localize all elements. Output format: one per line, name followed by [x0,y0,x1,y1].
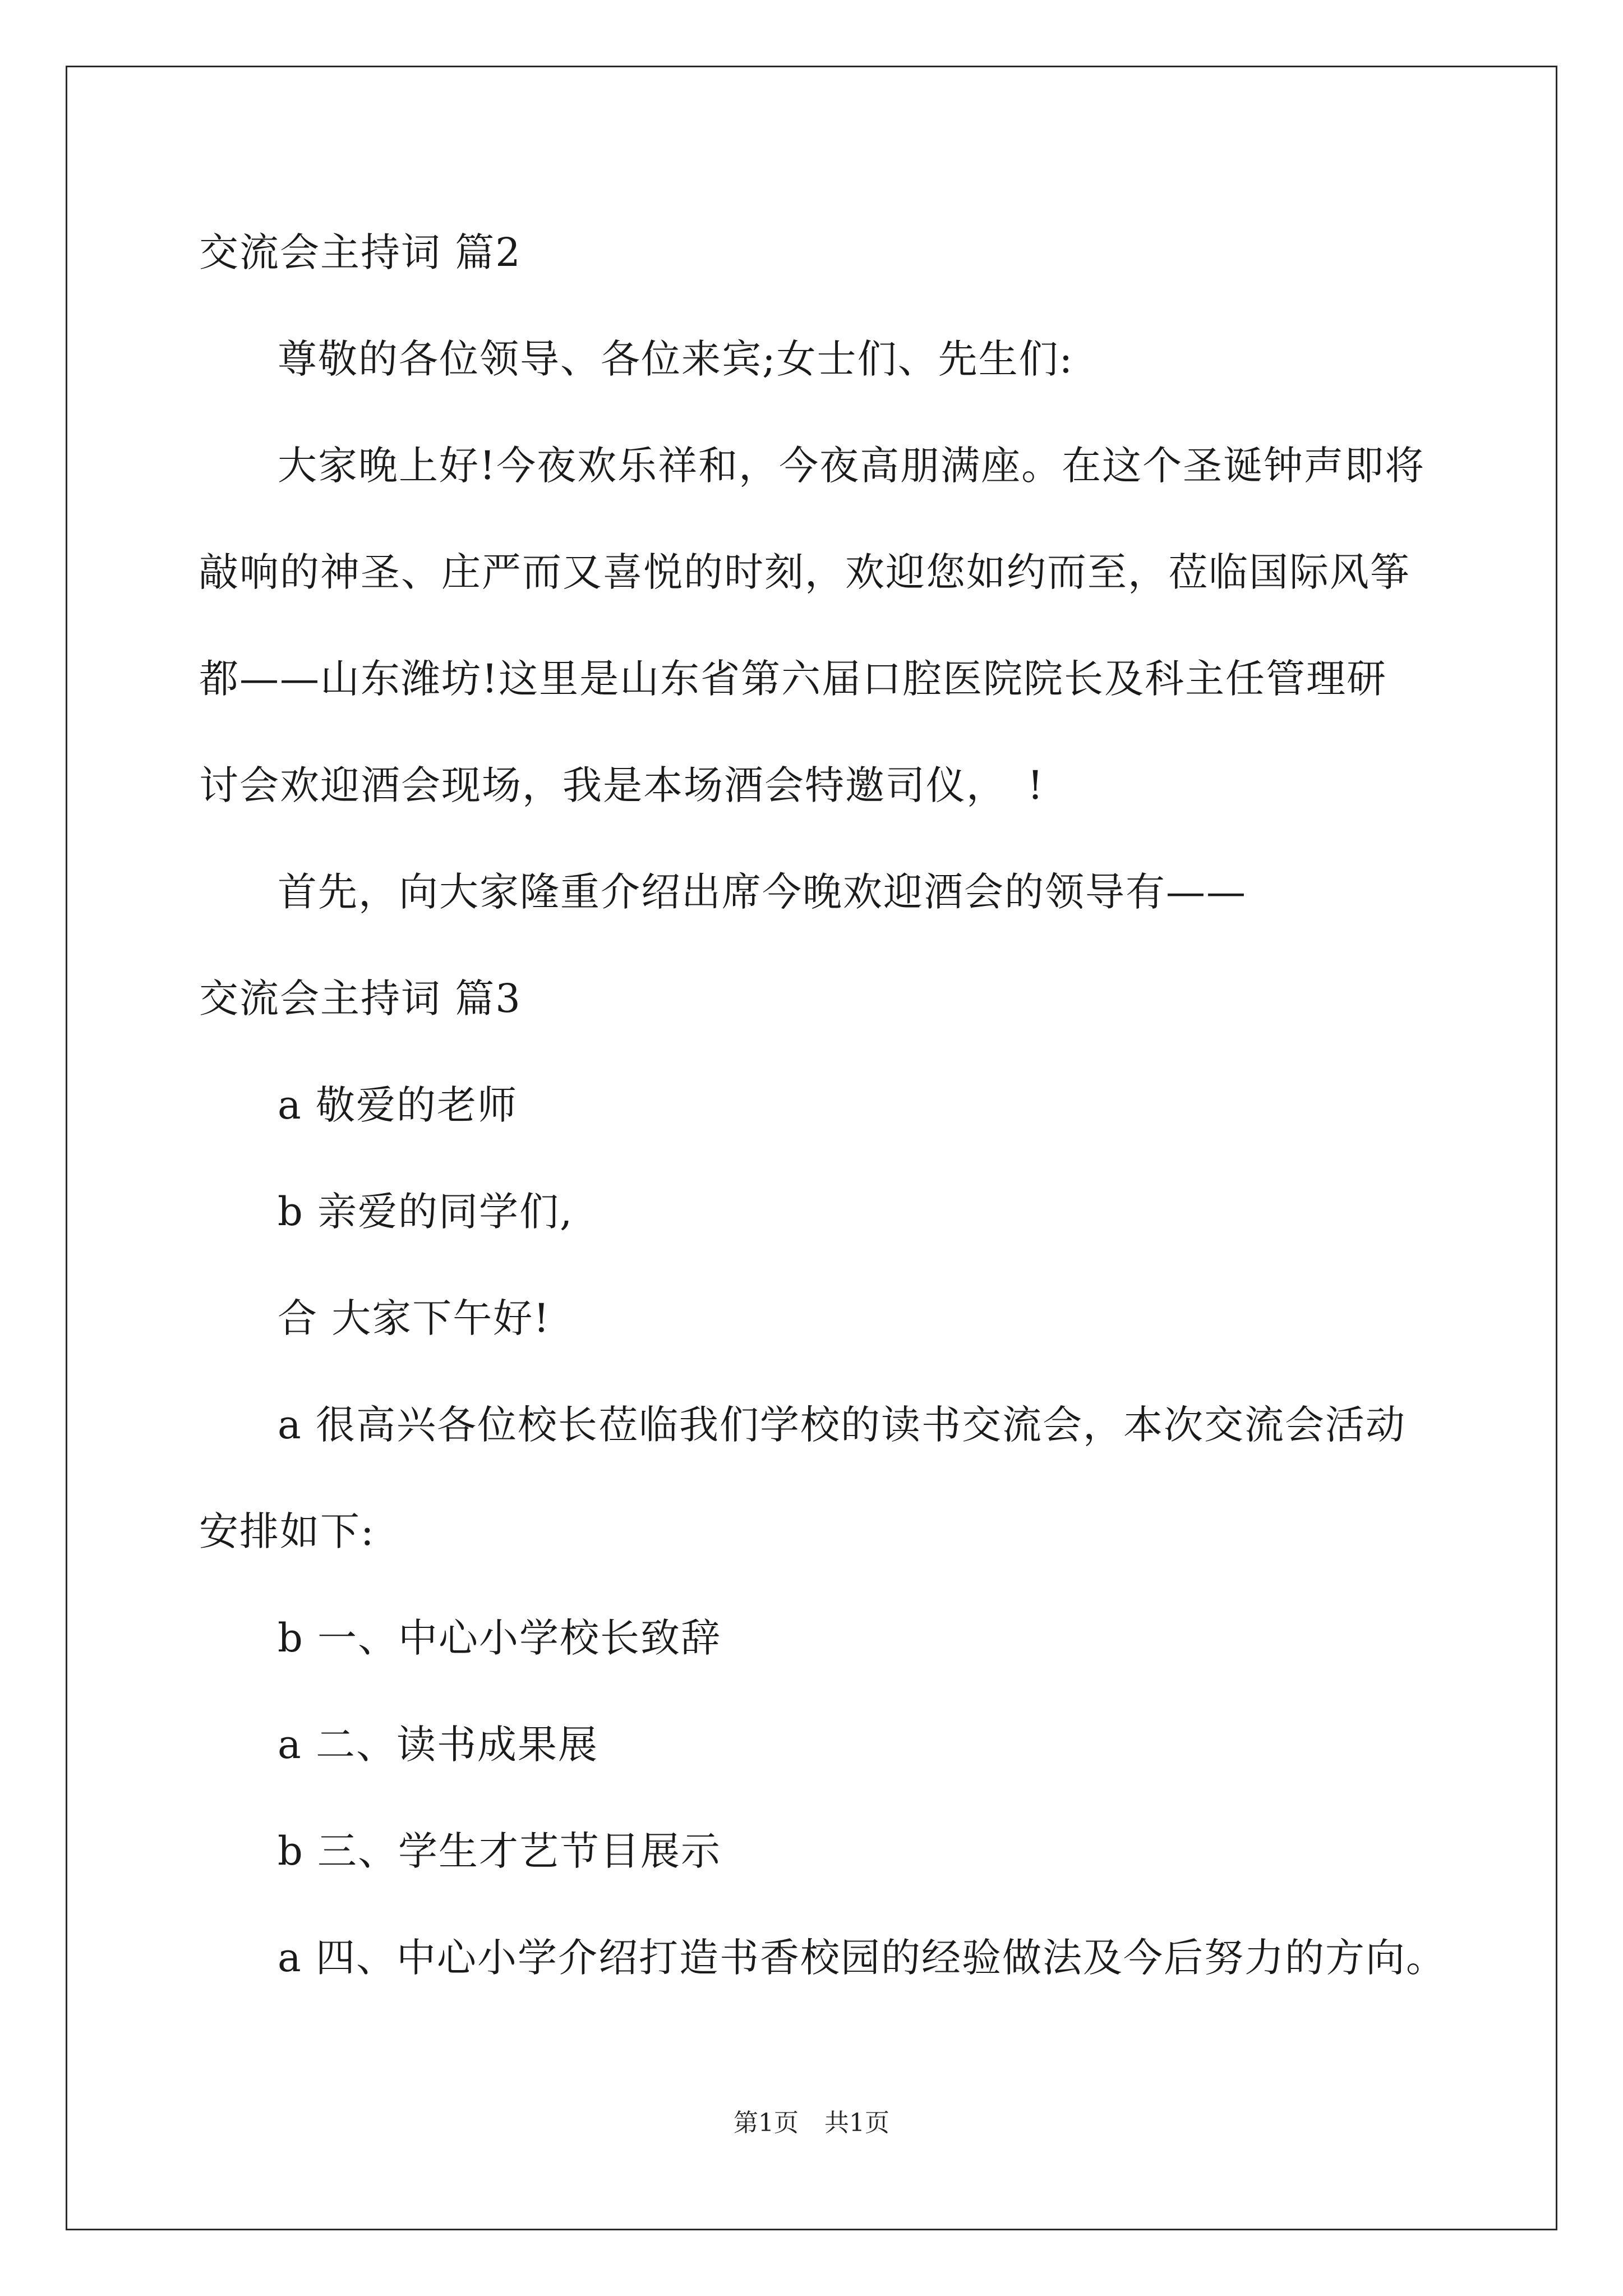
page-number-total: 共1页 [824,2109,889,2137]
paragraph-line: 都——山东潍坊!这里是山东省第六届口腔医院院长及科主任管理研 [199,656,1387,702]
paragraph-line: b 亲爱的同学们, [278,1189,574,1235]
paragraph-line: a 二、读书成果展 [278,1722,598,1768]
page-footer [0,2106,1623,2140]
paragraph-line: 讨会欢迎酒会现场，我是本场酒会特邀司仪， ! [199,762,1045,808]
paragraph-line: a 很高兴各位校长莅临我们学校的读书交流会，本次交流会活动 [278,1402,1406,1448]
paragraph-line: a 敬爱的老师 [278,1082,518,1128]
section-heading: 交流会主持词 篇3 [199,976,522,1022]
paragraph-line: 尊敬的各位领导、各位来宾;女士们、先生们: [278,336,1074,382]
paragraph-line: 首先，向大家隆重介绍出席今晚欢迎酒会的领导有—— [278,869,1247,915]
paragraph-line: b 三、学生才艺节目展示 [278,1828,722,1874]
paragraph-line: b 一、中心小学校长致辞 [278,1615,722,1661]
document-body [199,213,1450,2025]
paragraph-line: 敲响的神圣、庄严而又喜悦的时刻，欢迎您如约而至，莅临国际风筝 [199,549,1410,595]
section-heading: 交流会主持词 篇2 [199,229,522,275]
paragraph-line: 大家晚上好!今夜欢乐祥和，今夜高朋满座。在这个圣诞钟声即将 [278,443,1426,489]
paragraph-line: 合 大家下午好! [278,1295,551,1341]
paragraph-line: a 四、中心小学介绍打造书香校园的经验做法及今后努力的方向。 [278,1935,1446,1981]
page-number-current: 第1页 [734,2109,799,2137]
paragraph-line: 安排如下: [199,1508,375,1554]
